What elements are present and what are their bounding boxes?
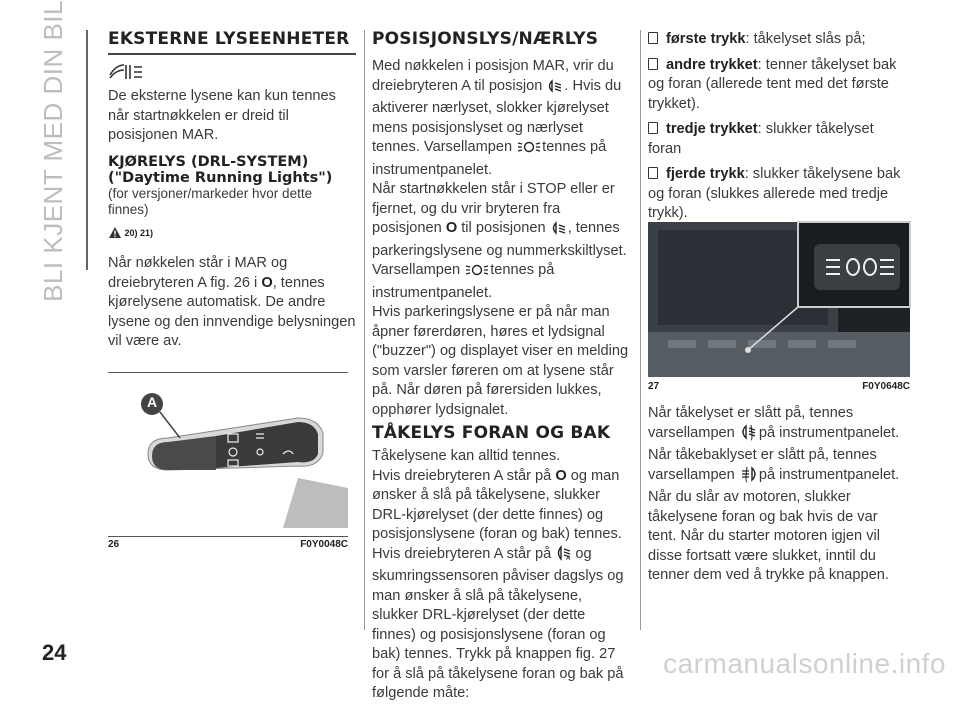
fig26-top-rule <box>108 372 348 373</box>
engine-off-paragraph: Når du slår av motoren, slukker tåkelysene foran og bak hvis de var tent. Når du starter motoren igjen vil disse fortsatt være slukket, inntil du tenner dem ved å trykke på knappen. <box>648 489 889 583</box>
column-1 <box>108 30 356 352</box>
figure-26-caption <box>108 536 348 550</box>
press-item-3: tredje trykket: slukker tåkelyset foran <box>648 121 874 157</box>
fig26-number: 26 <box>108 539 120 550</box>
checkbox-icon <box>648 58 658 70</box>
buzzer-paragraph: Hvis parkeringslysene er på når man åpner førerdøren, høres et lydsignal ("buzzer") og displayet viser en melding som varsler føreren om at lysene står på. Når døren på førersiden lukkes, opphører lydsignalet. <box>372 304 629 418</box>
press-item-1: første trykk: tåkelyset slås på; <box>648 30 910 50</box>
auto-light-icon <box>555 545 575 568</box>
position-light-icon <box>516 140 542 161</box>
lighting-symbol-icon <box>108 61 356 83</box>
press-item-2: andre trykket: tenner tåkelyset bak og foran (allerede tent med det første trykket). <box>648 56 897 112</box>
side-chapter-title <box>8 0 78 678</box>
column-2 <box>372 30 632 704</box>
fog-press-list <box>648 30 910 224</box>
fog-paragraph-3: Hvis dreiebryteren A står på A og skumringssensoren påviser dagslys og man ønsker å slå på tåkelysene, slukker DRL-kjørelyset (der dette finnes) og posisjonslysene (foran og bak) tennes. Trykk på knappen fig. 27 for å slå på tåkelysene foran og bak på følgende måte: <box>372 545 624 701</box>
figure-27-dashboard-photo <box>648 222 910 377</box>
figure-26-stalk <box>108 378 348 528</box>
checkbox-icon <box>648 122 658 134</box>
side-rule <box>86 30 88 270</box>
column-divider-1 <box>364 30 365 630</box>
press-item-4: fjerde trykk: slukker tåkelysene bak og foran (slukkes allerede med tredje trykk). <box>648 166 901 221</box>
warning-ref-text: 20) 21) <box>124 227 154 238</box>
fog-rear-lamp-paragraph: Når tåkebaklyset er slått på, tennes varsellampen på instrumentpanelet. <box>648 446 910 488</box>
column-3-lower <box>648 404 910 586</box>
section-heading-fog-lights: TÅKELYS FORAN OG BAK <box>372 423 611 443</box>
intro-paragraph: De eksterne lysene kan kun tennes når startnøkkelen er dreid til posisjonen MAR. <box>108 88 336 143</box>
position-paragraph-1: Med nøkkelen i posisjon MAR, vrir du dreiebryteren A til posisjon . Hvis du aktiverer nærlyset, slokker kjørelyset mens posisjonslyset og nærlyset tennes. Varsellampen tennes på instrumentpanelet. <box>372 58 622 178</box>
callout-label-a: A <box>146 394 158 410</box>
rear-fog-icon <box>739 466 759 489</box>
column-divider-2 <box>640 30 641 630</box>
drl-paragraph: Når nøkkelen står i MAR og dreiebryteren A fig. 26 i O, tennes kjørelysene automatisk. De andre lysene og den innvendige belysningen vil være av. <box>108 255 356 349</box>
dipped-beam-icon <box>546 79 564 100</box>
column-3 <box>648 30 910 224</box>
page-number: 24 <box>42 640 67 665</box>
position-paragraph-2: Når startnøkkelen står i STOP eller er fjernet, og du vrir bryteren fra posisjonen O til posisjonen , tennes parkeringslysene og nummerkskiltlyset. Varsellampen tennes på instrumentpanelet. <box>372 181 627 301</box>
fog-paragraph-2: Hvis dreiebryteren A står på O og man ønsker å slå på tåkelysene, slukker DRL-kjørelyset (der dette finnes) og posisjonslysene (foran og bak) tennes. <box>372 467 622 542</box>
side-title-text: BLI KJENT MED DIN BIL <box>38 0 68 302</box>
checkbox-icon <box>648 32 658 44</box>
svg-text:A: A <box>566 554 571 562</box>
heading-rule <box>108 53 356 55</box>
warning-triangle-icon <box>108 226 122 247</box>
fig27-number: 27 <box>648 381 660 392</box>
fog-front-lamp-paragraph: Når tåkelyset er slått på, tennes varsellampen på instrumentpanelet. <box>648 404 910 446</box>
section-heading-position-dipped: POSISJONSLYS/NÆRLYS <box>372 29 599 49</box>
watermark: carmanualsonline.info <box>663 648 946 679</box>
fog-paragraph-1: Tåkelysene kan alltid tennes. <box>372 448 561 464</box>
front-fog-icon <box>739 424 759 447</box>
warning-reference <box>108 224 356 247</box>
checkbox-icon <box>648 167 658 179</box>
section-heading-exterior-lights: EKSTERNE LYSEENHETER <box>108 29 350 49</box>
drl-heading: KJØRELYS (DRL-SYSTEM) ("Daytime Running Lights") <box>108 153 333 186</box>
drl-note: (for versjoner/markeder hvor dette finnes) <box>108 185 313 217</box>
fig26-code: F0Y0048C <box>300 539 348 550</box>
dipped-beam-icon <box>550 221 568 242</box>
position-light-icon <box>464 263 490 284</box>
figure-27-caption <box>648 381 910 392</box>
fig27-code: F0Y0648C <box>862 381 910 392</box>
